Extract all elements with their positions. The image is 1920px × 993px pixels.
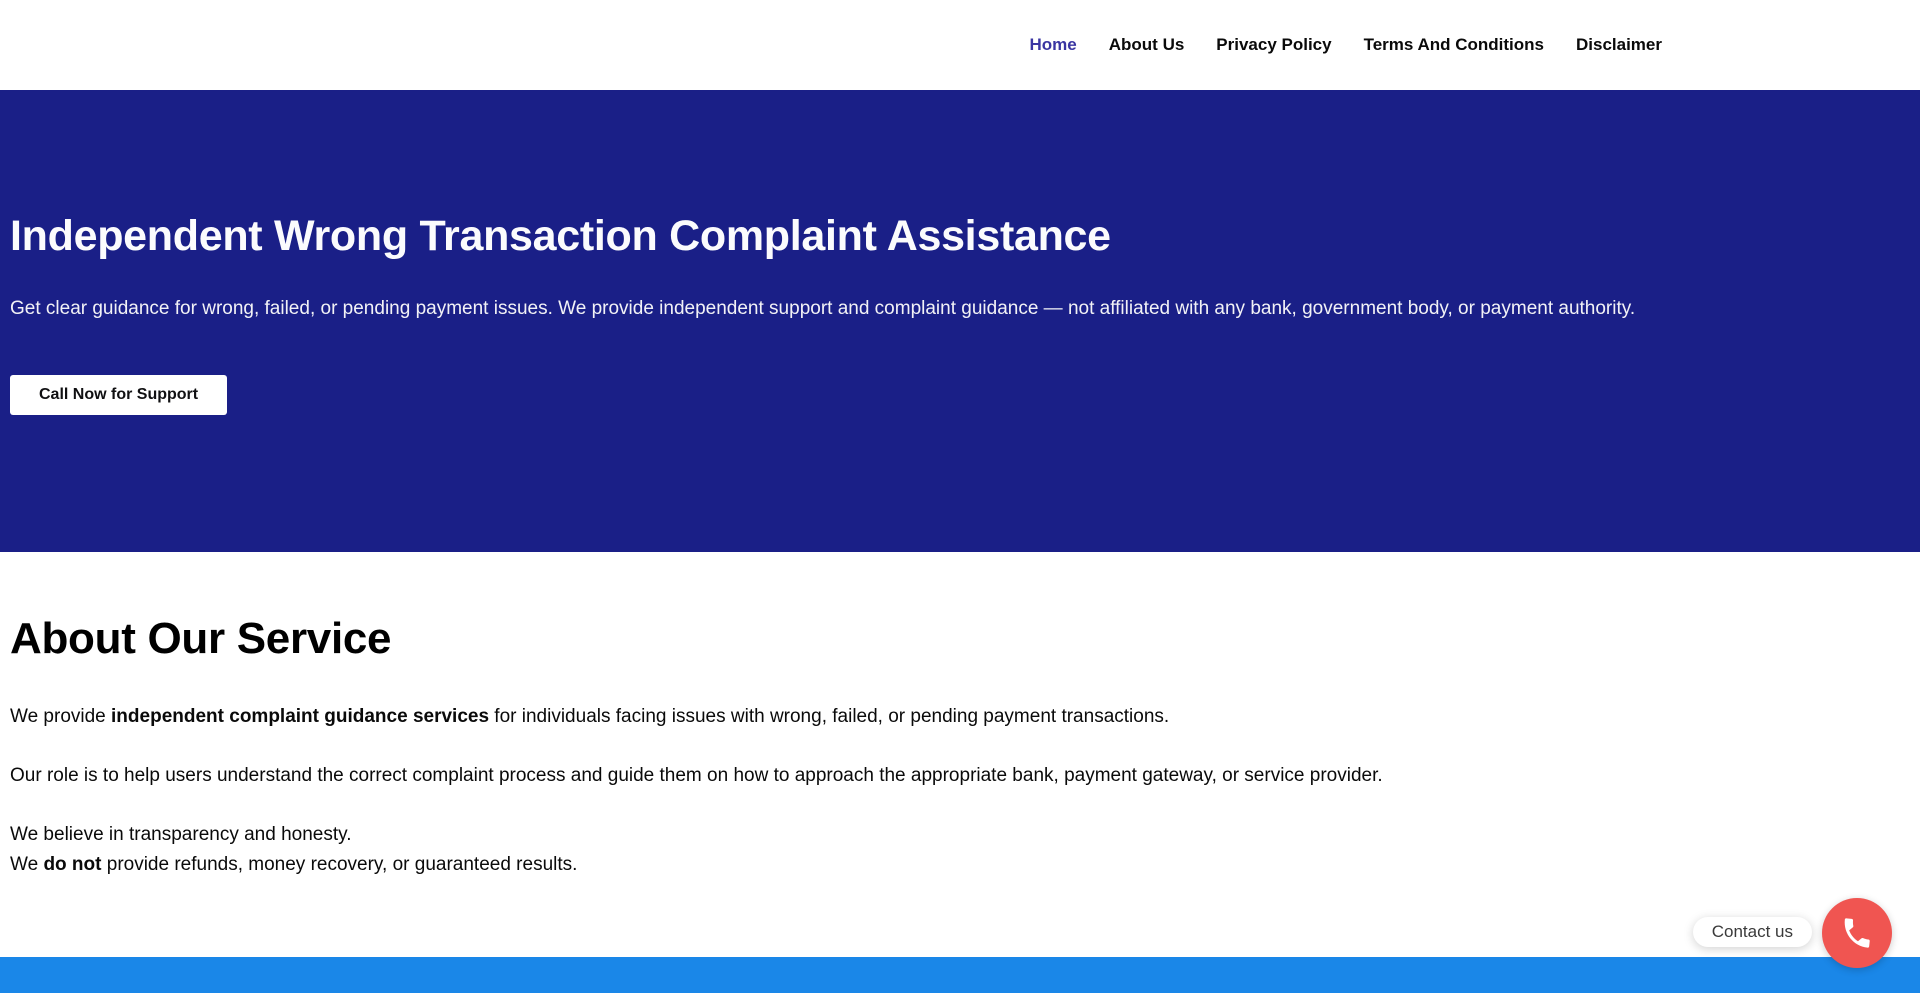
call-now-button[interactable]: Call Now for Support <box>10 375 227 415</box>
nav-item-home[interactable]: Home <box>1029 35 1077 54</box>
about-p1-bold: independent complaint guidance services <box>111 706 490 727</box>
top-nav <box>0 0 1920 90</box>
nav-item-privacy-policy[interactable]: Privacy Policy <box>1216 35 1332 54</box>
about-p4-prefix: We <box>10 854 44 875</box>
hero-section <box>0 90 1920 552</box>
about-section <box>0 552 1920 880</box>
contact-us-tooltip[interactable]: Contact us <box>1693 917 1812 947</box>
about-paragraph-1 <box>10 702 1910 732</box>
about-paragraph-2: Our role is to help users understand the correct complaint process and guide them on how to approach the appropriate bank, payment gateway, or service provider. <box>10 765 1383 786</box>
phone-icon <box>1839 915 1875 951</box>
about-p4-suffix: provide refunds, money recovery, or guaranteed results. <box>101 854 578 875</box>
about-heading: About Our Service <box>10 614 392 663</box>
about-p1-suffix: for individuals facing issues with wrong, failed, or pending payment transactions. <box>489 706 1170 727</box>
about-p1-prefix: We provide <box>10 706 112 727</box>
nav-item-about-us[interactable]: About Us <box>1108 35 1185 54</box>
hero-title: Independent Wrong Transaction Complaint Assistance <box>10 212 1111 260</box>
nav-item-disclaimer[interactable]: Disclaimer <box>1576 35 1662 54</box>
nav-item-terms-and-conditions[interactable]: Terms And Conditions <box>1363 35 1544 54</box>
about-paragraph-3: We believe in transparency and honesty. <box>10 824 352 845</box>
footer-bar <box>0 957 1920 993</box>
about-p4-bold: do not <box>43 854 102 875</box>
about-paragraph-4 <box>10 850 1910 880</box>
phone-call-button[interactable] <box>1822 898 1892 968</box>
hero-subtitle: Get clear guidance for wrong, failed, or pending payment issues. We provide independent support and complaint guidance — not affiliated with any bank, government body, or payment authority. <box>10 298 1636 320</box>
